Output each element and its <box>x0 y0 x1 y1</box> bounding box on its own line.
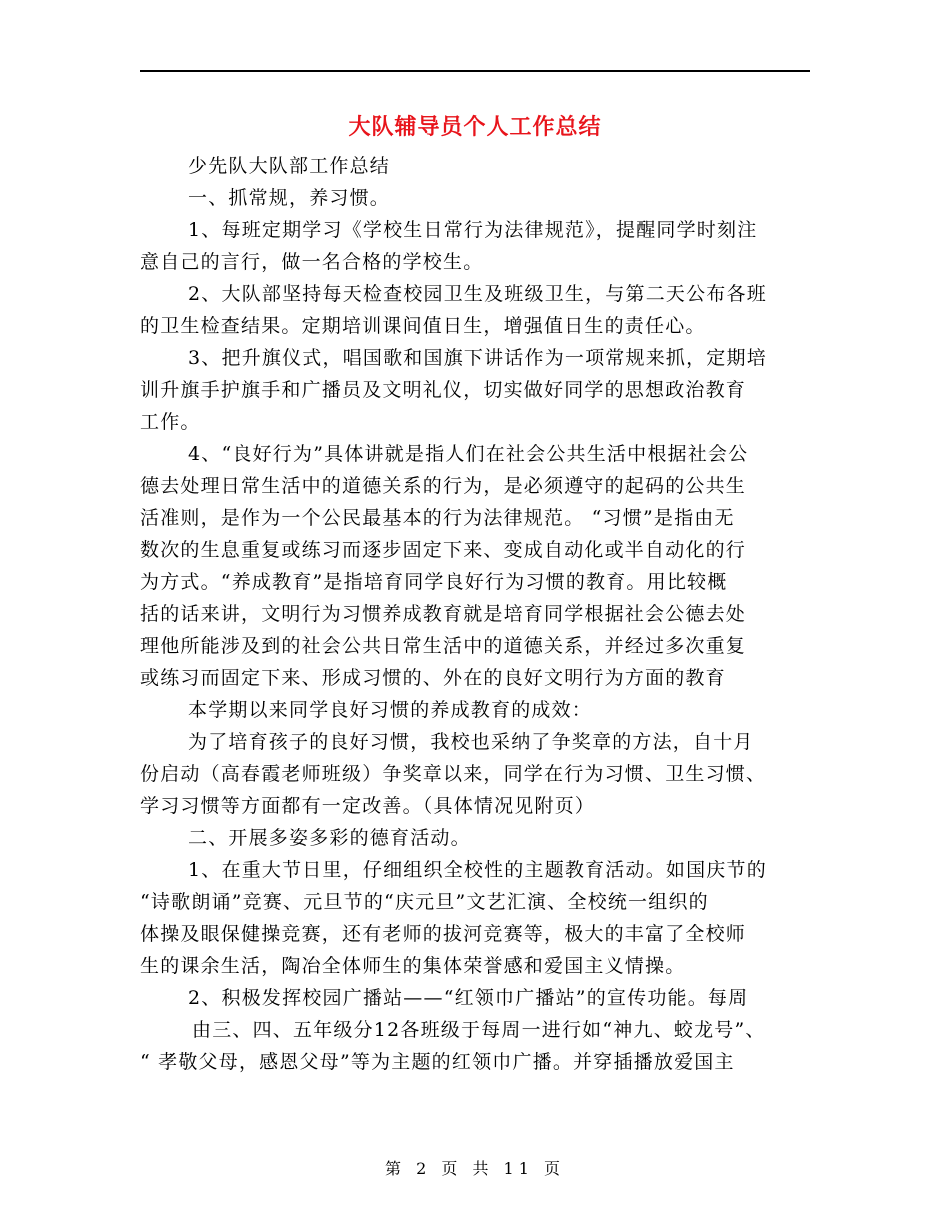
paragraph-line: 数次的生息重复或练习而逐步固定下来、变成自动化或半自动化的行 <box>140 539 747 561</box>
document-body <box>140 150 820 1078</box>
paragraph-line: 德去处理日常生活中的道德关系的行为，是必须遵守的起码的公共生 <box>140 475 747 497</box>
header-rule <box>140 70 810 72</box>
paragraph-line: 体操及眼保健操竞赛，还有老师的拔河竞赛等，极大的丰富了全校师 <box>140 923 747 945</box>
paragraph-line: 3、把升旗仪式，唱国歌和国旗下讲话作为一项常规来抓，定期培 <box>188 347 767 369</box>
paragraph-line: 为了培育孩子的良好习惯，我校也采纳了争奖章的方法，自十月 <box>188 731 754 753</box>
section-heading: 少先队大队部工作总结 <box>188 155 391 177</box>
document-title: 大队辅导员个人工作总结 <box>348 115 602 140</box>
paragraph-line: 或练习而固定下来、形成习惯的、外在的良好文明行为方面的教育 <box>140 667 726 689</box>
paragraph-line: 活准则，是作为一个公民最基本的行为法律规范。 “习惯”是指由无 <box>140 507 735 529</box>
section-heading: 二、开展多姿多彩的德育活动。 <box>188 827 471 849</box>
paragraph-line: 意自己的言行，做一名合格的学校生。 <box>140 251 484 273</box>
paragraph-line: 4、“良好行为”具体讲就是指人们在社会公共生活中根据社会公 <box>188 443 749 465</box>
section-heading: 一、抓常规，养习惯。 <box>188 187 391 209</box>
paragraph-line: 由三、四、五年级分12各班级于每周一进行如“神九、蛟龙号”、 <box>192 1019 766 1041</box>
paragraph-line: 工作。 <box>140 411 201 433</box>
paragraph-line: 的卫生检查结果。定期培训课间值日生，增强值日生的责任心。 <box>140 315 706 337</box>
paragraph-line: 生的课余生活，陶冶全体师生的集体荣誉感和爱国主义情操。 <box>140 955 686 977</box>
paragraph-line: 理他所能涉及到的社会公共日常生活中的道德关系，并经过多次重复 <box>140 635 747 657</box>
paragraph-line: 训升旗手护旗手和广播员及文明礼仪，切实做好同学的思想政治教育 <box>140 379 747 401</box>
page-number: 第 2 页 共 11 页 <box>385 1159 565 1178</box>
paragraph-line: “诗歌朗诵”竞赛、元旦节的“庆元旦”文艺汇演、全校统一组织的 <box>140 891 709 913</box>
paragraph-line: 本学期以来同学良好习惯的养成教育的成效： <box>188 699 593 721</box>
paragraph-line: 1、每班定期学习《学校生日常行为法律规范》，提醒同学时刻注 <box>188 219 758 241</box>
paragraph-line: 为方式。“养成教育”是指培育同学良好行为习惯的教育。用比较概 <box>140 571 728 593</box>
paragraph-line: 2、积极发挥校园广播站——“红领巾广播站”的宣传功能。每周 <box>188 987 749 1009</box>
paragraph-line: 学习习惯等方面都有一定改善。（具体情况见附页） <box>140 795 596 817</box>
paragraph-line: “ 孝敬父母，感恩父母”等为主题的红领巾广播。并穿插播放爱国主 <box>140 1051 735 1073</box>
paragraph-line: 1、在重大节日里，仔细组织全校性的主题教育活动。如国庆节的 <box>188 859 767 881</box>
paragraph-line: 括的话来讲，文明行为习惯养成教育就是培育同学根据社会公德去处 <box>140 603 747 625</box>
paragraph-line: 2、大队部坚持每天检查校园卫生及班级卫生，与第二天公布各班 <box>188 283 767 305</box>
paragraph-line: 份启动（高春霞老师班级）争奖章以来，同学在行为习惯、卫生习惯、 <box>140 763 767 785</box>
